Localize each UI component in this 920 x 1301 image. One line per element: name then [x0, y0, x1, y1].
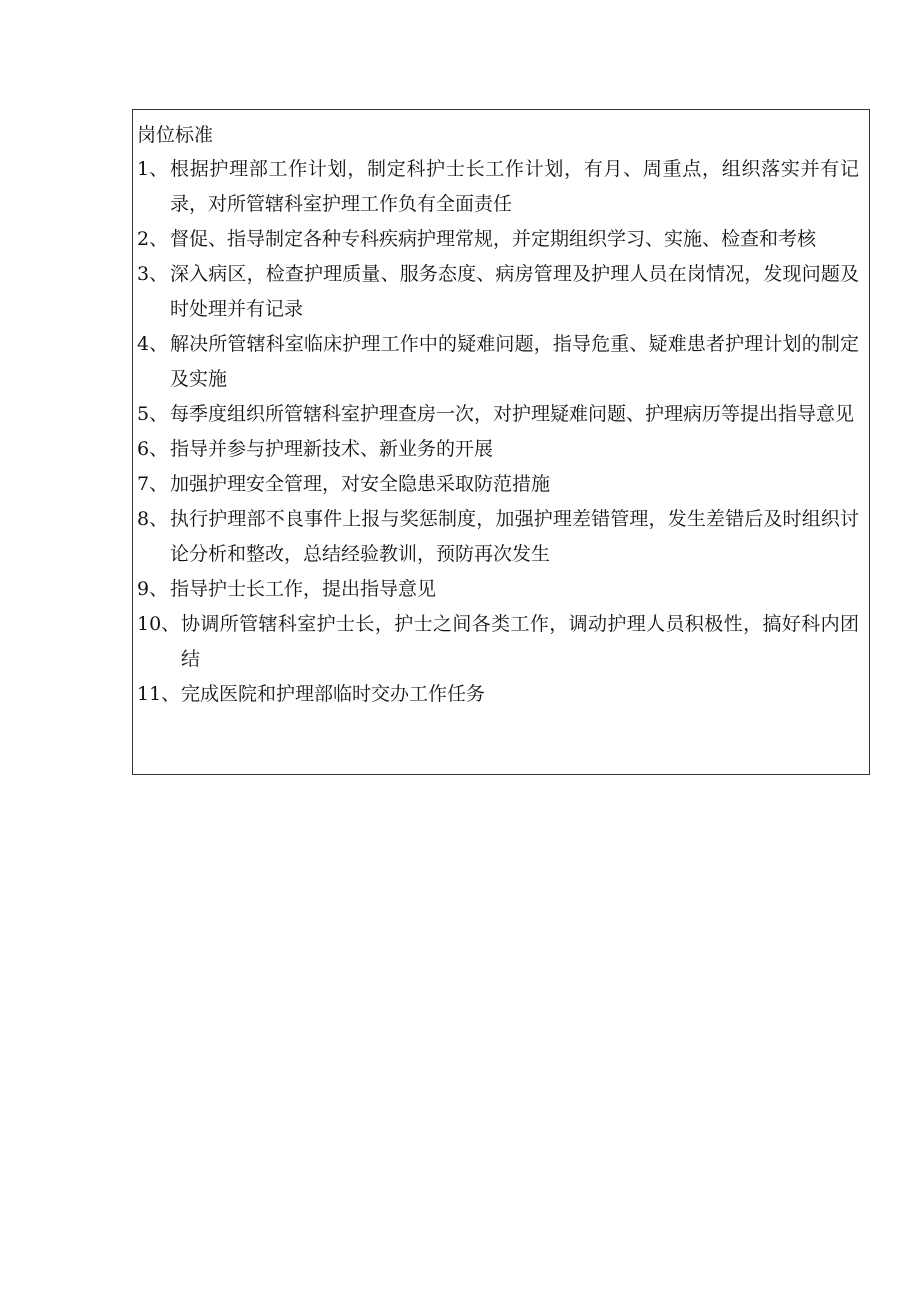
item-text: 督促、指导制定各种专科疾病护理常规，并定期组织学习、实施、检查和考核	[170, 228, 817, 250]
list-item	[137, 432, 859, 467]
item-number: 10、	[137, 613, 181, 635]
item-number: 5、	[137, 403, 169, 425]
item-number: 2、	[137, 228, 169, 250]
item-text: 每季度组织所管辖科室护理查房一次，对护理疑难问题、护理病历等提出指导意见	[170, 403, 855, 425]
list-item	[137, 222, 859, 257]
list-item	[137, 607, 859, 677]
item-text: 深入病区，检查护理质量、服务态度、病房管理及护理人员在岗情况，发现问题及时处理并有记录	[170, 263, 859, 320]
list-item	[137, 397, 859, 432]
item-text: 协调所管辖科室护士长，护士之间各类工作，调动护理人员积极性，搞好科内团结	[181, 613, 859, 670]
item-text: 加强护理安全管理，对安全隐患采取防范措施	[170, 473, 551, 495]
item-text: 指导并参与护理新技术、新业务的开展	[170, 438, 494, 460]
item-number: 3、	[137, 263, 169, 285]
list-item	[137, 572, 859, 607]
item-text: 解决所管辖科室临床护理工作中的疑难问题，指导危重、疑难患者护理计划的制定及实施	[170, 333, 859, 390]
item-text: 完成医院和护理部临时交办工作任务	[181, 683, 486, 705]
item-number: 1、	[137, 158, 169, 180]
list-item	[137, 152, 859, 222]
item-number: 6、	[137, 438, 169, 460]
item-text: 执行护理部不良事件上报与奖惩制度，加强护理差错管理，发生差错后及时组织讨论分析和整改，总结经验教训，预防再次发生	[170, 508, 859, 565]
item-number: 8、	[137, 508, 169, 530]
item-text: 指导护士长工作，提出指导意见	[170, 578, 437, 600]
list-item	[137, 257, 859, 327]
item-text: 根据护理部工作计划，制定科护士长工作计划，有月、周重点，组织落实并有记录，对所管辖科室护理工作负有全面责任	[170, 158, 859, 215]
list-item	[137, 467, 859, 502]
list-item	[137, 677, 859, 712]
list-item	[137, 502, 859, 572]
job-standards-box	[132, 109, 870, 775]
item-number: 9、	[137, 578, 169, 600]
item-number: 11、	[137, 683, 181, 705]
item-number: 4、	[137, 333, 169, 355]
list-item	[137, 327, 859, 397]
item-number: 7、	[137, 473, 169, 495]
section-heading: 岗位标准	[137, 124, 214, 146]
